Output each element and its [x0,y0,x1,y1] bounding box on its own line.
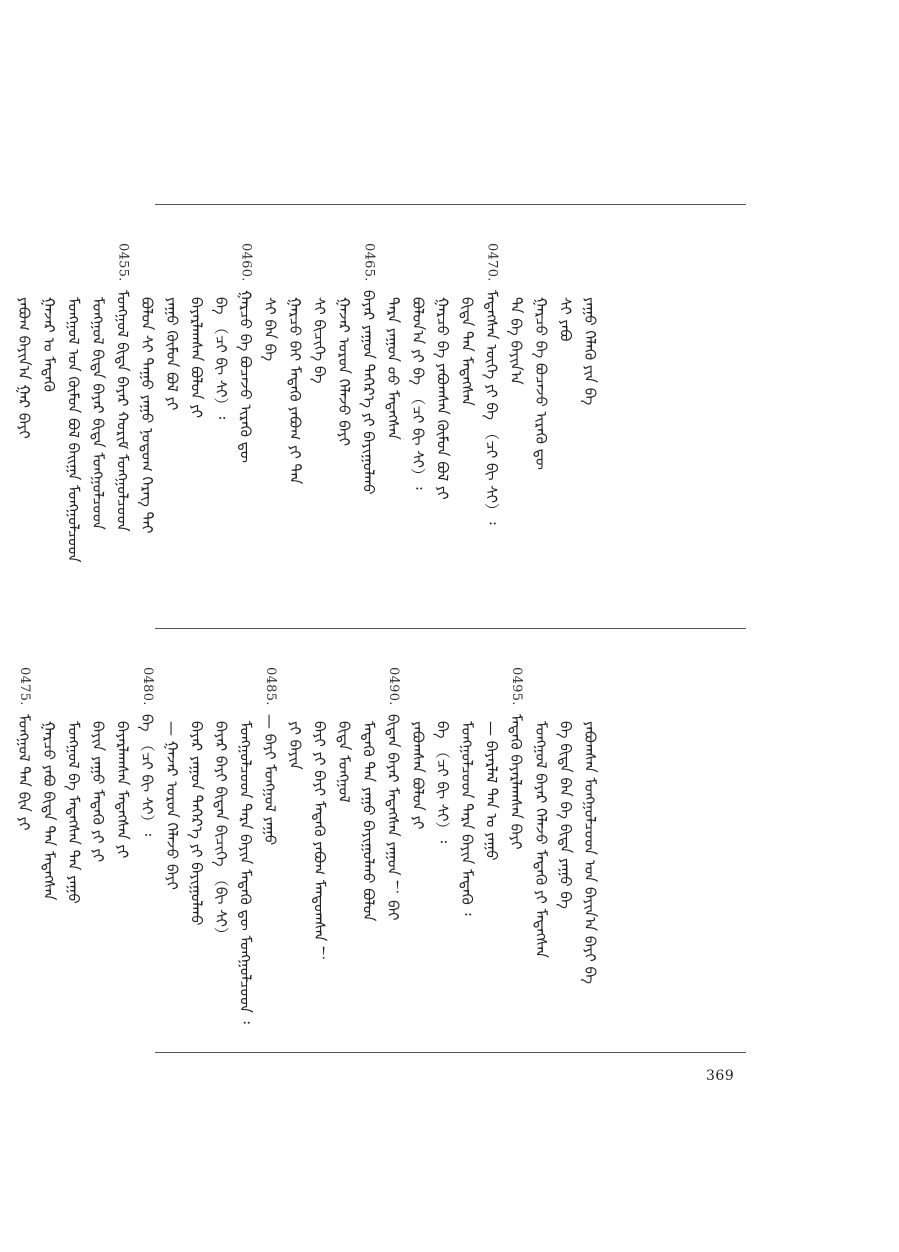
column-text: — ᠭᠠᠵᠠᠷ ᠣᠷᠣᠨ ᠬᠡᠯᠡᠵᠦ ᠪᠠᠶᠢ [162,721,181,890]
text-column [235,667,257,1024]
column-text: ᠪᠢᠳᠡᠨ ᠪᠠᠶᠠᠷ ᠮᠡᠳᠡᠭᠰᠡᠨ ᠶᠠᠭᠤᠨ ！ ᠪᠠᠶ [384,713,403,921]
text-column [210,667,232,942]
text-column [136,667,158,836]
text-column [456,667,478,916]
text-column [38,243,60,392]
text-column [161,243,183,410]
text-column [185,243,207,418]
text-column [62,667,84,904]
column-text: ᠮᠡᠳᠡᠬᠦ ᠲᠠᠨ ᠶᠠᠭᠤ ᠪᠠᠶᠢᠭᠤᠯᠬᠤ ᠪᠣᠯᠤᠨ [359,721,378,922]
upper-text-block [15,205,746,628]
lower-text-block [15,629,746,1052]
column-text: ᠪᠠᠶᠠᠷ ᠪᠠᠶᠢ ᠪᠢᠳᠡᠨ ᠪᠢᠴᠢᠭᠡ （ᠪᠢ ᠰᠢ） [212,721,230,943]
column-text: — ᠪᠠᠶᠢ ᠮᠣᠩᠭᠤᠯ ᠶᠠᠭᠤ [261,713,280,845]
column-text: ᠮᠣᠩᠭᠤᠯ ᠤᠨ ᠬᠦᠮᠦᠨ ᠪᠣᠯ ᠪᠠᠢᠭᠠ ᠮᠣᠩᠭᠤᠯᠴᠤᠳ [64,297,83,563]
column-text: ᠪᠡ ᠪᠢᠳᠡ ᠪᠠᠨ ᠪᠠ ᠪᠢᠳᠡ ᠶᠠᠭᠤ ᠪᠠ [556,721,575,909]
text-column [382,243,404,440]
column-text: ᠰᠢ ᠶᠠᠪᠤ [556,297,575,342]
column-text: ᠪᠠᠶᠠᠷᠯᠠᠭᠰᠠᠨ ᠮᠡᠳᠡᠭᠰᠡᠨ ᠶᠢ [113,721,132,859]
column-text: ᠮᠣᠩᠭᠤᠯᠴᠤᠳ ᠲᠡᠷᠡ ᠪᠠᠶᠢᠨ ᠮᠡᠳᠡᠬᠦ ᠄ [458,721,476,916]
bottom-rule [155,1052,746,1053]
text-column [530,243,552,470]
text-column [136,243,158,533]
column-text: ᠪᠣᠯᠤᠨ᠎ᠠ ᠶᠢ ᠪᠡ （ᠴᠢ ᠪᠢ ᠰᠢ）᠄ [408,297,427,490]
text-column [235,243,257,463]
text-column [87,667,109,862]
column-text: ᠶᠢ ᠪᠠᠶᠢᠨ [285,721,304,770]
column-text: ᠮᠡᠳᠡᠭᠰᠡᠨ ᠦᠭᠡ ᠶᠢ ᠪᠡ （ᠴᠢ ᠪᠢ ᠰᠢ）᠄ [482,289,501,525]
column-text: ᠭᠠᠵᠠᠷ ᠣᠷᠣᠨ ᠬᠡᠯᠡᠵᠦ ᠪᠠᠶᠢ [335,297,353,447]
column-text: ᠪᠢᠳᠡ ᠮᠣᠩᠭᠤᠯ [335,721,353,803]
text-column [481,667,503,861]
text-column [407,667,429,829]
text-column [382,667,404,920]
text-column [112,243,134,531]
text-column [308,667,330,961]
column-text: ᠪᠠᠶᠠᠷ ᠶᠠᠭᠤᠨ ᠳᠡᠭᠡᠷ᠎ᠡ ᠶᠢ ᠪᠠᠶᠢᠭᠤᠯᠬᠤ [359,289,378,495]
text-column [333,243,355,446]
column-text: ᠶᠠᠪᠤᠭᠰᠠᠨ ᠮᠣᠩᠭᠤᠯᠴᠤᠳ ᠤᠨ ᠪᠠᠶᠢᠨ᠎ᠠ ᠪᠠᠶᠢ ᠪᠠ [581,721,599,985]
column-text: ᠭᠠᠷᠴᠤ ᠪᠡ ᠶᠠᠪᠤᠭᠰᠠᠨ ᠬᠦᠮᠦᠨ ᠪᠤᠯ ᠶᠢ [433,297,452,500]
text-column [456,243,478,406]
column-text: ᠰᠢ ᠪᠢᠴᠢᠭᠡ ᠪᠠ [310,297,329,384]
column-text: ᠲᠡᠷᠡ ᠶᠠᠭᠤᠨ ᠤᠤ ᠮᠡᠳᠡᠭᠰᠡᠨ [384,297,403,440]
text-column [530,667,552,958]
text-column [112,667,134,858]
column-text: ᠪᠡ （ᠴᠢ ᠪᠢ ᠰᠢ）᠄ [212,297,230,420]
column-text: ᠲᠡ ᠪᠡ ᠪᠠᠶᠢᠨ᠎ᠠ [507,297,526,385]
text-column [579,667,601,984]
text-column [13,667,35,830]
column-text: ᠪᠠᠶᠠᠷ ᠶᠠᠭᠤᠨ ᠳᠡᠭᠡᠷ᠎ᠡ ᠶᠢ ᠪᠠᠶᠢᠭᠤᠯᠬᠤ [187,721,206,926]
text-column [407,243,429,490]
column-text: ᠮᠣᠩᠭᠤᠯ ᠪᠠ ᠮᠡᠳᠡᠭᠰᠡᠨ ᠲᠠᠨ ᠶᠠᠭᠤ [64,721,83,904]
column-text: ᠶᠠᠭᠤ ᠬᠡᠯᠡᠬᠦ ᠶᠢᠨ ᠪᠡ [581,297,599,406]
text-column [431,667,453,843]
line-number: 0470. [484,243,500,282]
text-column [210,243,232,419]
column-text: ᠪᠣᠯᠤᠨ ᠰᠢ ᠳᠠᠭᠤ ᠶᠠᠭᠤ ᠨᠤᠲᠤᠭ ᠬᠡᠷᠡᠭ ᠲᠠᠶ [138,297,157,534]
text-column [554,667,576,909]
text-column [358,243,380,494]
text-column [505,243,527,385]
line-number: 0465. [361,243,377,282]
text-column [308,243,330,384]
column-text: ᠶᠠᠭᠤ ᠬᠦᠮᠦᠨ ᠪᠤᠯ ᠶᠢ [162,297,181,411]
column-text: ᠪᠢᠳᠡ ᠲᠠᠨ ᠮᠡᠳᠡᠭᠰᠡᠨ [458,297,476,407]
column-text: ᠶᠠᠪᠤᠭ ᠪᠠᠶᠢᠨ᠎ᠠ ᠭᠠᠷ ᠪᠠᠶᠢ [15,297,34,439]
text-column [185,667,207,926]
column-text: ᠰᠢ ᠪᠠᠨ ᠪᠠ [261,297,280,362]
line-number: 0495. [509,667,525,706]
column-text: ᠪᠡ （ᠴᠢ ᠪᠢ ᠰᠢ）᠄ [138,713,157,836]
text-column [62,243,84,563]
column-text: ᠮᠡᠳᠡᠬᠦ ᠪᠠᠶᠠᠷᠯᠠᠭᠰᠠᠨ ᠪᠠᠶᠢ [507,713,526,850]
column-text: ᠮᠣᠩᠭᠤᠯ ᠲᠠᠨ ᠪᠢᠨ ᠶᠢ [15,713,34,831]
text-column [431,243,453,500]
column-text: ᠭᠠᠷᠴᠤ ᠶᠠᠪᠤ ᠪᠢᠳᠡ ᠲᠠᠨ ᠮᠡᠳᠡᠭᠰᠡᠨ [39,721,58,901]
line-number: 0485. [263,667,279,706]
text-column [259,243,281,361]
text-column [161,667,183,890]
column-text: ᠮᠣᠩᠭᠤᠯ ᠪᠢᠳᠡ ᠪᠠᠶᠠᠷ ᠬᠤᠷᠢᠮ ᠮᠣᠩᠭᠤᠯᠴᠤᠳ [113,289,132,532]
line-number: 0460. [238,243,254,282]
line-number: 0475. [17,667,33,706]
column-text: ᠮᠣᠩᠭᠤᠯᠴᠤᠳ ᠲᠡᠷᠡ ᠪᠠᠶᠢᠨ ᠮᠡᠳᠡᠬᠦ ᠳᠦ ᠮᠣᠩᠭᠤᠯᠴᠤᠳ ᠄ [236,721,255,1024]
column-text: ᠭᠠᠷᠴᠤ ᠪᠠᠢ ᠮᠡᠳᠡᠬᠦ ᠶᠠᠪᠤᠭ ᠶᠢ ᠲᠠᠨ [285,297,304,485]
text-column [284,243,306,484]
text-column [87,243,109,530]
text-column [358,667,380,921]
column-text: ᠪᠠᠶᠠᠷᠯᠠᠭᠰᠠᠨ ᠪᠤᠯᠤᠨ ᠶᠢ [187,297,206,419]
column-text: ᠪᠠᠶᠢᠨ ᠶᠠᠭᠤ ᠮᠡᠳᠡᠬᠦ ᠶᠢ ᠶᠢ [89,721,107,863]
column-text: ᠭᠠᠵᠠᠷ ᠤ ᠮᠡᠳᠡᠬᠦ [39,297,58,392]
text-column [333,667,355,803]
text-column [579,243,601,405]
text-column [13,243,35,439]
column-text: ᠭᠠᠷᠴᠤ ᠪᠠ ᠪᠤᠴᠠᠵᠤ ᠢᠷᠡᠬᠦ ᠳᠦ [531,297,550,470]
column-text: ᠮᠣᠩᠭᠤᠯ ᠪᠢᠳᠡ ᠪᠠᠶᠠᠷ ᠪᠢᠳᠡ ᠮᠣᠩᠭᠤᠯᠴᠤᠳ [89,297,107,530]
column-text: ᠮᠣᠩᠭᠤᠯ ᠪᠠᠶᠠᠷ ᠬᠡᠯᠡᠵᠦ ᠮᠡᠳᠡᠬᠦ ᠶᠢ ᠮᠡᠳᠡᠭᠰᠡᠨ [531,721,550,958]
column-text: ᠭᠠᠷᠴᠤ ᠪᠠ ᠪᠤᠴᠠᠵᠤ ᠢᠷᠡᠬᠦ ᠳᠦ [236,289,255,463]
text-column [505,667,527,849]
text-column [554,243,576,341]
column-text: ᠪᠠᠶᠢ ᠶᠢ ᠪᠠᠶᠢ ᠮᠡᠳᠡᠬᠦ ᠶᠠᠪᠤᠭ ᠮᠠᠨᠳᠤᠭᠰᠠᠨ ！ [310,721,329,962]
text-column [481,243,503,524]
text-column [259,667,281,845]
text-column [284,667,306,770]
line-number: 0480. [140,667,156,706]
line-number: 0490. [386,667,402,706]
text-column [38,667,60,900]
line-number: 0455. [115,243,131,282]
column-text: ᠶᠠᠪᠤᠭᠰᠠᠨ ᠪᠣᠯᠤᠨ ᠶᠢ [408,721,427,830]
column-text: — ᠪᠠᠶᠠᠷᠯᠠᠯ ᠲᠠᠨ ᠤ ᠶᠠᠭᠤ [482,721,501,861]
page-number: 369 [706,1068,735,1084]
column-text: ᠪᠡ （ᠴᠢ ᠪᠢ ᠰᠢ）᠄ [433,721,452,844]
